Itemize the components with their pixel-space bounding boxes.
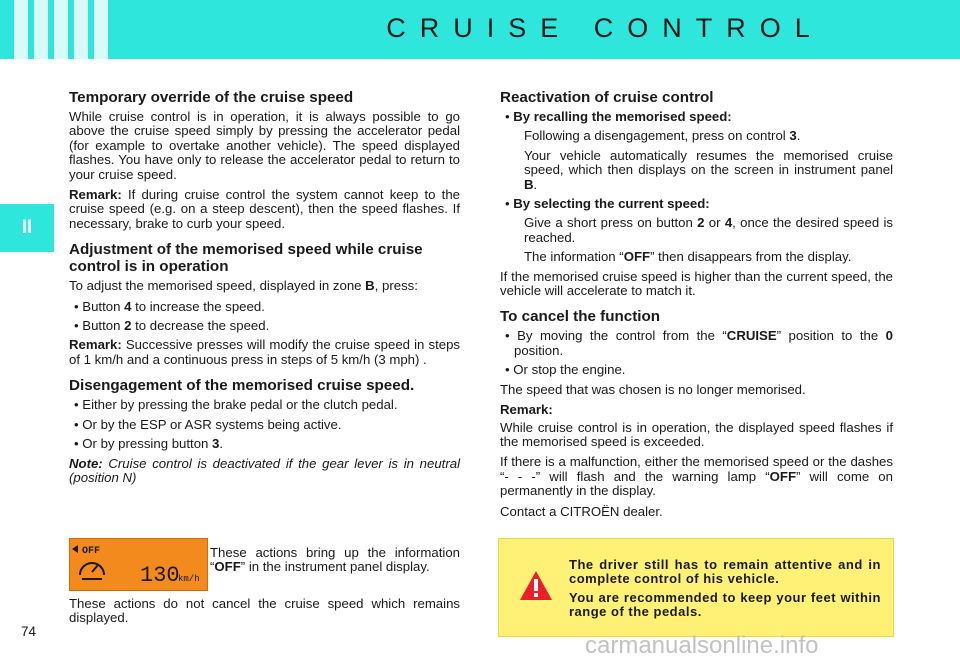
reactivation-paragraph: If the memorised cruise speed is higher than the current speed, the vehicle will accelerate to match it.	[500, 268, 893, 299]
display-note: These actions do not cancel the cruise speed which remains displayed.	[69, 596, 460, 626]
instrument-display-graphic	[70, 539, 207, 590]
warning-box	[498, 538, 894, 637]
warning-line-1: The driver still has to remain attentive and in complete control of his vehicle.	[569, 557, 881, 586]
select-step-1: Give a short press on button 2 or 4, once the desired speed is reached.	[524, 215, 893, 245]
header-stripes	[14, 0, 108, 59]
adjustment-intro: To adjust the memorised speed, displayed in zone B, press:	[69, 278, 418, 294]
recall-step-2: Your vehicle automatically resumes the memorised cruise speed, which then displays on the screen in instrument panel B.	[524, 147, 893, 192]
display-speed: 130	[140, 563, 180, 588]
cancel-paragraph-2: While cruise control is in operation, the displayed speed flashes if the memorised speed is exceeded.	[500, 419, 893, 449]
right-column	[500, 89, 893, 525]
watermark: carmanualsonline.info	[585, 632, 819, 659]
reactivation-list	[500, 110, 893, 124]
adjustment-remark: Remark: Successive presses will modify the cruise speed in steps of 1 km/h and a continuous press in steps of 5 km/h (3 mph) .	[69, 337, 460, 367]
display-unit: km/h	[178, 574, 200, 584]
list-item: • Button 2 to decrease the speed.	[69, 319, 460, 333]
section-heading-disengagement: Disengagement of the memorised cruise speed.	[69, 377, 415, 395]
list-item: • Or stop the engine.	[500, 363, 893, 377]
select-step-2: The information “OFF” then disappears from the display.	[524, 249, 852, 265]
warning-text	[569, 558, 881, 624]
section-heading-cancel: To cancel the function	[500, 308, 661, 326]
page-header	[0, 0, 960, 59]
section-heading-override: Temporary override of the cruise speed	[69, 89, 354, 106]
left-column	[69, 89, 460, 491]
warning-line-2: You are recommended to keep your feet within range of the pedals.	[569, 590, 881, 619]
cancel-paragraph-1: The speed that was chosen is no longer memorised.	[500, 381, 806, 397]
chapter-tab: II	[0, 204, 54, 252]
list-item: • By selecting the current speed:	[500, 197, 893, 211]
instrument-display	[69, 538, 208, 591]
speedometer-icon	[80, 563, 104, 579]
list-item: • By recalling the memorised speed:	[500, 110, 893, 124]
disengagement-list	[69, 398, 460, 451]
warning-triangle-icon	[519, 569, 553, 603]
neutral-note: Note: Cruise control is deactivated if the gear lever is in neutral (position N)	[69, 455, 460, 485]
display-off-label: OFF	[82, 546, 101, 557]
override-paragraph: While cruise control is in operation, it is always possible to go above the cruise speed simply by pressing the accelerator pedal (for example to overtake another vehicle). The speed displayed flashes. You have only to release the accelerator pedal to return to your cruise speed.	[69, 109, 460, 182]
cancel-remark-label: Remark:	[500, 402, 553, 418]
cancel-paragraph-4: Contact a CITROËN dealer.	[500, 503, 663, 519]
display-caption: These actions bring up the information “OFF” in the instrument panel display.	[210, 545, 460, 575]
arrow-left-icon	[72, 545, 78, 553]
section-heading-adjustment: Adjustment of the memorised speed while cruise control is in operation	[69, 241, 423, 276]
cancel-paragraph-3: If there is a malfunction, either the memorised speed or the dashes “- - -” will flash and the warning lamp “OFF” will come on permanently in the display.	[500, 454, 893, 499]
list-item: • Or by pressing button 3.	[69, 437, 460, 451]
list-item: • Or by the ESP or ASR systems being active.	[69, 418, 460, 432]
adjustment-list	[69, 300, 460, 334]
list-item: • By moving the control from the “CRUISE” position to the 0 position.	[500, 329, 893, 358]
list-item: • Button 4 to increase the speed.	[69, 300, 460, 314]
reactivation-list-2	[500, 197, 893, 211]
cancel-list	[500, 329, 893, 377]
section-heading-reactivation: Reactivation of cruise control	[500, 89, 714, 106]
list-item: • Either by pressing the brake pedal or the clutch pedal.	[69, 398, 460, 412]
override-remark: Remark: If during cruise control the system cannot keep to the cruise speed (e.g. on a steep descent), then the speed flashes. If necessary, brake to curb your speed.	[69, 187, 460, 231]
recall-step-1: Following a disengagement, press on control 3.	[524, 128, 801, 144]
page-number: 74	[21, 624, 37, 639]
page-title: CRUISE CONTROL	[386, 13, 824, 43]
